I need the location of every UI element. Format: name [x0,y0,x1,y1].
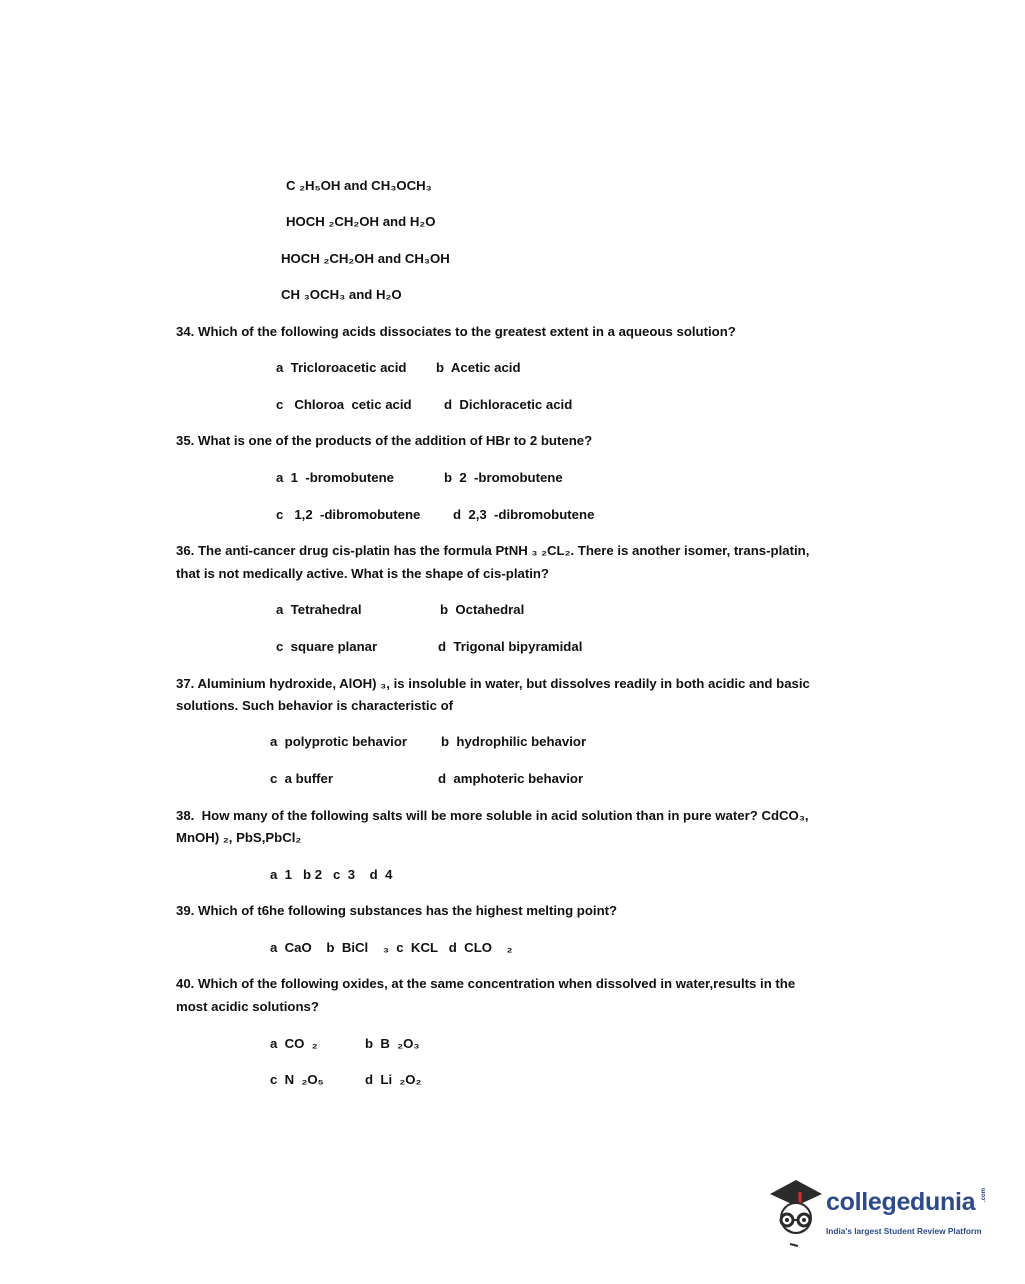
q35-option-c: c 1,2 -dibromobutene [276,507,421,522]
logo-domain-suffix: .com [981,1187,987,1202]
q35-option-d: d 2,3 -dibromobutene [453,507,595,522]
q39-question: 39. Which of t6he following substances has the highest melting point? [176,903,618,918]
q34-option-a: a Tricloroacetic acid [276,360,407,375]
q36-option-d: d Trigonal bipyramidal [438,639,583,654]
q33-option-a: C ₂H₅OH and CH₃OCH₃ [286,178,432,193]
q37-question-line1: 37. Aluminium hydroxide, AlOH) ₃, is insoluble in water, but dissolves readily in both acidic and basic [176,676,810,691]
q37-option-c: c a buffer [270,771,334,786]
q34-option-d: d Dichloracetic acid [444,397,573,412]
q35-option-a: a 1 -bromobutene [276,470,394,485]
q38-question-line1: 38. How many of the following salts will be more soluble in acid solution than in pure water? CdCO₃, [176,808,809,823]
q40-option-d: d Li ₂O₂ [365,1072,422,1087]
q34-option-b: b Acetic acid [436,360,521,375]
q36-option-c: c square planar [276,639,378,654]
q36-option-b: b Octahedral [440,602,525,617]
q33-option-b: HOCH ₂CH₂OH and H₂O [286,214,436,229]
collegedunia-logo [766,1176,996,1248]
q37-option-a: a polyprotic behavior [270,734,408,749]
q38-question-line2: MnOH) ₂, PbS,PbCl₂ [176,830,302,845]
q33-option-c: HOCH ₂CH₂OH and CH₃OH [281,251,450,266]
q36-question-line1: 36. The anti-cancer drug cis-platin has the formula PtNH ₃ ₂CL₂. There is another isomer, trans-platin, [176,543,810,558]
q34-question: 34. Which of the following acids dissociates to the greatest extent in a aqueous solution? [176,324,736,339]
logo-tagline: India's largest Student Review Platform [826,1226,982,1236]
q40-question-line1: 40. Which of the following oxides, at the same concentration when dissolved in water,results in the [176,976,796,991]
q35-option-b: b 2 -bromobutene [444,470,563,485]
q38-options: a 1 b 2 c 3 d 4 [270,867,393,882]
q34-option-c: c Chloroa cetic acid [276,397,412,412]
q37-question-line2: solutions. Such behavior is characteristic of [176,698,454,713]
q40-question-line2: most acidic solutions? [176,999,319,1014]
q37-option-b: b hydrophilic behavior [441,734,587,749]
q39-options: a CaO b BiCl ₃ c KCL d CLO ₂ [270,940,513,955]
q37-option-d: d amphoteric behavior [438,771,584,786]
q36-option-a: a Tetrahedral [276,602,362,617]
q33-option-d: CH ₃OCH₃ and H₂O [281,287,402,302]
mascot-icon [766,1176,824,1248]
q36-question-line2: that is not medically active. What is the shape of cis-platin? [176,566,549,581]
logo-brand-name: collegedunia [826,1188,976,1216]
q40-option-b: b B ₂O₃ [365,1036,420,1051]
q40-option-c: c N ₂O₅ [270,1072,324,1087]
q40-option-a: a CO ₂ [270,1036,318,1051]
q35-question: 35. What is one of the products of the addition of HBr to 2 butene? [176,433,593,448]
